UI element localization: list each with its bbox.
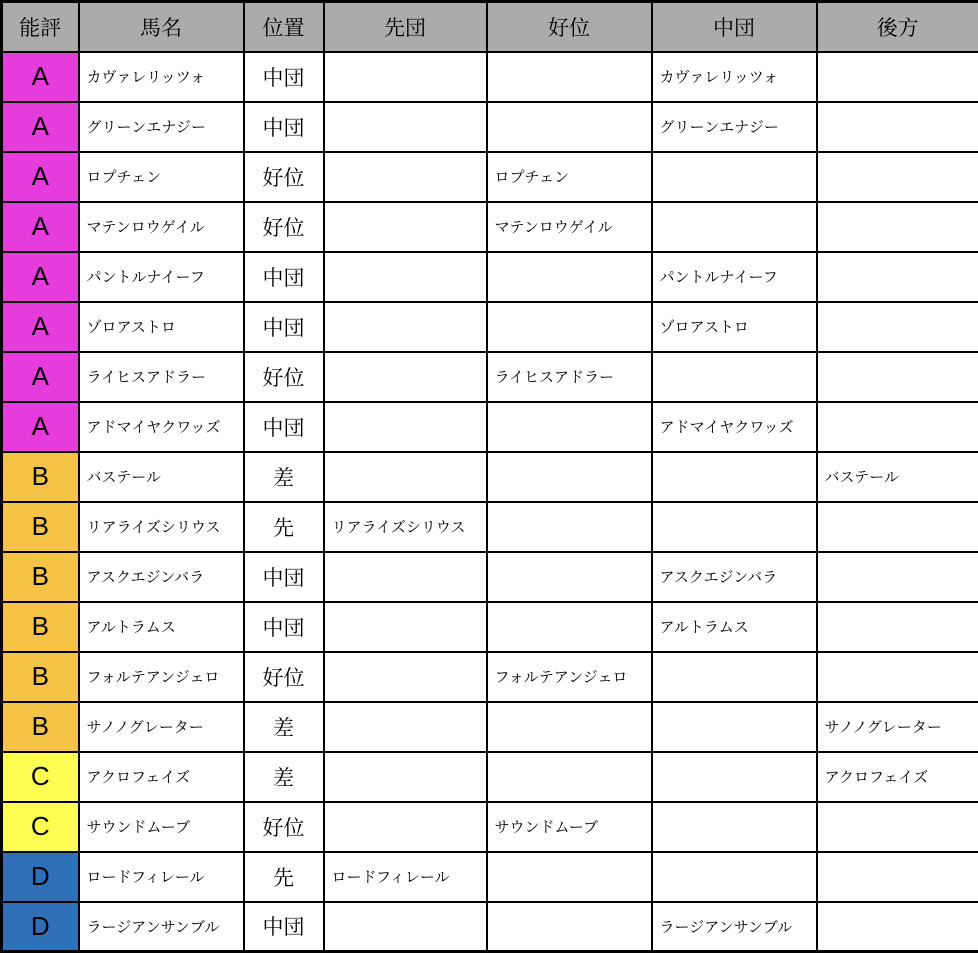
table-row [2,402,978,452]
table-row [2,702,978,752]
rear-group-cell [817,502,978,552]
rear-group-cell [817,252,978,302]
rear-group-cell [817,852,978,902]
table-row [2,902,978,952]
good-position-cell [487,402,652,452]
mid-group-cell [652,852,817,902]
horse-name-cell: アドマイヤクワッズ [79,402,244,452]
horse-name-cell: サウンドムーブ [79,802,244,852]
rear-group-cell [817,302,978,352]
front-group-cell [324,302,487,352]
rating-cell: B [2,702,79,752]
mid-group-cell: アドマイヤクワッズ [652,402,817,452]
mid-group-cell: グリーンエナジー [652,102,817,152]
horse-name-cell: マテンロウゲイル [79,202,244,252]
rating-cell: A [2,152,79,202]
table-header [2,2,978,52]
front-group-cell [324,752,487,802]
horse-name-cell: ロプチェン [79,152,244,202]
horse-name-cell: グリーンエナジー [79,102,244,152]
rear-group-cell [817,652,978,702]
horse-name-cell: ロードフィレール [79,852,244,902]
position-cell: 差 [244,752,324,802]
rear-group-cell [817,552,978,602]
rating-cell: A [2,352,79,402]
mid-group-cell [652,652,817,702]
good-position-cell: サウンドムーブ [487,802,652,852]
position-cell: 先 [244,502,324,552]
position-cell: 中団 [244,102,324,152]
column-header-front: 先団 [324,2,487,52]
good-position-cell [487,52,652,102]
front-group-cell [324,602,487,652]
position-cell: 好位 [244,652,324,702]
rear-group-cell [817,902,978,952]
header-row [2,2,978,52]
position-cell: 中団 [244,552,324,602]
table-row [2,52,978,102]
position-cell: 中団 [244,402,324,452]
front-group-cell [324,252,487,302]
mid-group-cell [652,702,817,752]
mid-group-cell [652,202,817,252]
position-cell: 好位 [244,152,324,202]
horse-name-cell: フォルテアンジェロ [79,652,244,702]
rear-group-cell [817,602,978,652]
mid-group-cell: アスクエジンバラ [652,552,817,602]
good-position-cell: フォルテアンジェロ [487,652,652,702]
good-position-cell [487,452,652,502]
good-position-cell [487,502,652,552]
good-position-cell [487,102,652,152]
table-row [2,102,978,152]
rating-cell: A [2,102,79,152]
mid-group-cell [652,352,817,402]
column-header-good: 好位 [487,2,652,52]
rating-cell: A [2,202,79,252]
position-cell: 中団 [244,902,324,952]
horse-name-cell: アスクエジンバラ [79,552,244,602]
table-row [2,552,978,602]
mid-group-cell [652,152,817,202]
position-cell: 中団 [244,252,324,302]
horse-name-cell: ゾロアストロ [79,302,244,352]
position-cell: 好位 [244,202,324,252]
front-group-cell [324,802,487,852]
front-group-cell [324,202,487,252]
mid-group-cell: ラージアンサンブル [652,902,817,952]
horse-name-cell: ライヒスアドラー [79,352,244,402]
position-cell: 差 [244,702,324,752]
column-header-mid: 中団 [652,2,817,52]
rear-group-cell [817,402,978,452]
good-position-cell [487,552,652,602]
table-row [2,802,978,852]
front-group-cell: リアライズシリウス [324,502,487,552]
front-group-cell [324,352,487,402]
horse-name-cell: パントルナイーフ [79,252,244,302]
table-row [2,202,978,252]
position-cell: 差 [244,452,324,502]
table-row [2,652,978,702]
front-group-cell: ロードフィレール [324,852,487,902]
position-cell: 先 [244,852,324,902]
mid-group-cell [652,802,817,852]
good-position-cell: ロプチェン [487,152,652,202]
position-cell: 中団 [244,302,324,352]
good-position-cell [487,752,652,802]
rating-cell: B [2,452,79,502]
table-row [2,152,978,202]
rear-group-cell [817,352,978,402]
rating-cell: B [2,602,79,652]
table-row [2,352,978,402]
column-header-rating: 能評 [2,2,79,52]
rating-cell: A [2,302,79,352]
good-position-cell: マテンロウゲイル [487,202,652,252]
position-cell: 好位 [244,802,324,852]
front-group-cell [324,902,487,952]
position-cell: 中団 [244,52,324,102]
table-row [2,602,978,652]
table-row [2,852,978,902]
table-row [2,302,978,352]
horse-name-cell: リアライズシリウス [79,502,244,552]
good-position-cell [487,902,652,952]
horse-name-cell: ラージアンサンブル [79,902,244,952]
position-cell: 好位 [244,352,324,402]
front-group-cell [324,402,487,452]
rear-group-cell: サノノグレーター [817,702,978,752]
rear-group-cell [817,802,978,852]
rating-cell: B [2,552,79,602]
table-body [2,52,978,952]
rear-group-cell: アクロフェイズ [817,752,978,802]
good-position-cell: ライヒスアドラー [487,352,652,402]
mid-group-cell: カヴァレリッツォ [652,52,817,102]
rating-cell: B [2,652,79,702]
mid-group-cell [652,752,817,802]
rating-cell: C [2,752,79,802]
table-row [2,752,978,802]
table-row [2,252,978,302]
rating-cell: A [2,252,79,302]
mid-group-cell [652,502,817,552]
rear-group-cell: バステール [817,452,978,502]
front-group-cell [324,652,487,702]
rear-group-cell [817,202,978,252]
good-position-cell [487,302,652,352]
rating-cell: C [2,802,79,852]
front-group-cell [324,452,487,502]
rear-group-cell [817,52,978,102]
column-header-rear: 後方 [817,2,978,52]
mid-group-cell [652,452,817,502]
mid-group-cell: パントルナイーフ [652,252,817,302]
good-position-cell [487,702,652,752]
position-cell: 中団 [244,602,324,652]
horse-name-cell: アクロフェイズ [79,752,244,802]
table-row [2,502,978,552]
rear-group-cell [817,152,978,202]
column-header-position: 位置 [244,2,324,52]
mid-group-cell: アルトラムス [652,602,817,652]
horse-name-cell: アルトラムス [79,602,244,652]
good-position-cell [487,852,652,902]
front-group-cell [324,702,487,752]
rating-cell: A [2,402,79,452]
rating-cell: B [2,502,79,552]
front-group-cell [324,52,487,102]
horse-name-cell: カヴァレリッツォ [79,52,244,102]
good-position-cell [487,602,652,652]
rating-cell: D [2,852,79,902]
front-group-cell [324,152,487,202]
front-group-cell [324,102,487,152]
table-row [2,452,978,502]
good-position-cell [487,252,652,302]
front-group-cell [324,552,487,602]
rear-group-cell [817,102,978,152]
rating-cell: D [2,902,79,952]
column-header-name: 馬名 [79,2,244,52]
horse-name-cell: バステール [79,452,244,502]
horse-name-cell: サノノグレーター [79,702,244,752]
mid-group-cell: ゾロアストロ [652,302,817,352]
rating-cell: A [2,52,79,102]
